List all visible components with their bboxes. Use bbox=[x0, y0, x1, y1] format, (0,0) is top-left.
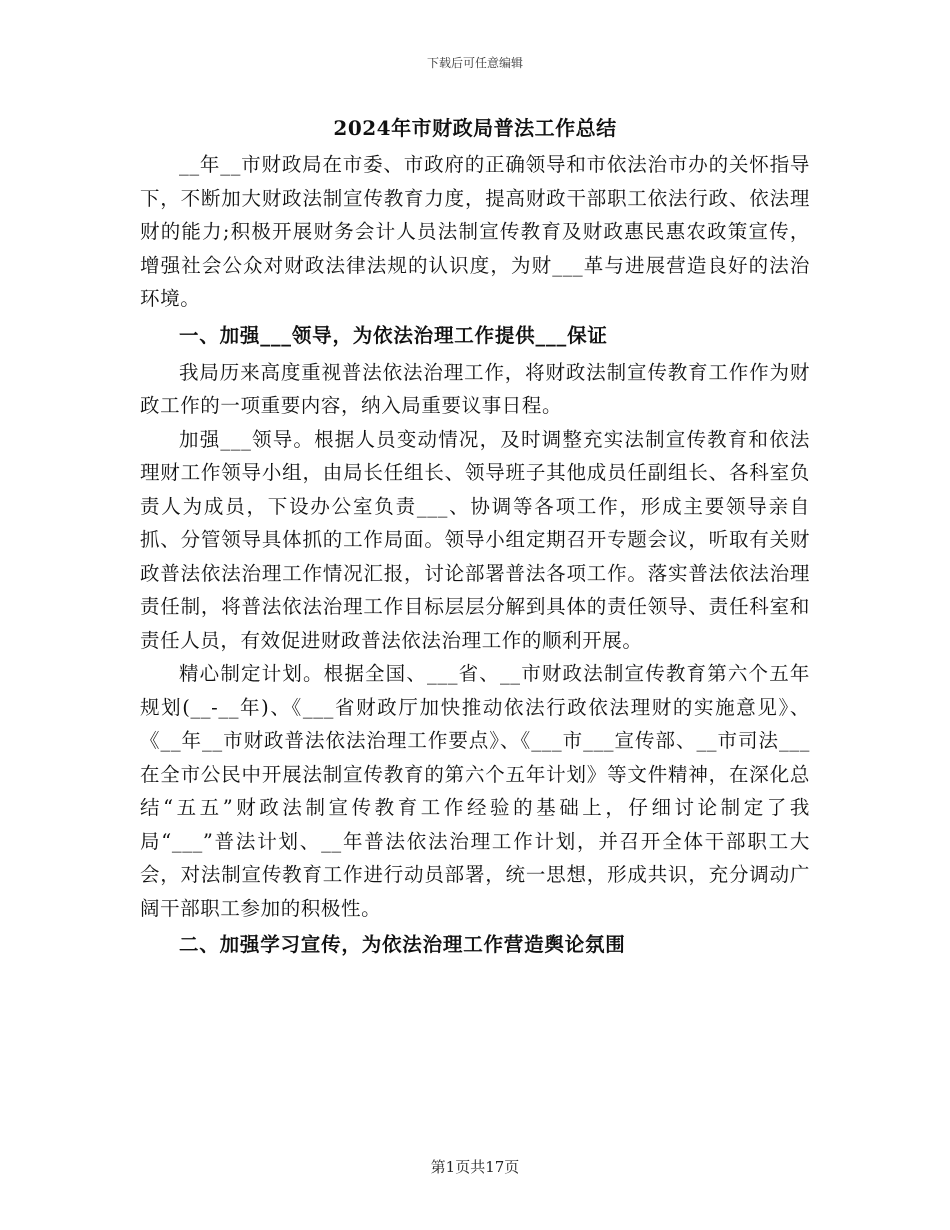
paragraph-intro: __年__市财政局在市委、市政府的正确领导和市依法治市办的关怀指导下，不断加大财政法制宣传教育力度，提高财政干部职工依法行政、依法理财的能力;积极开展财务会计人员法制宣传教育及财政惠民惠农政策宣传，增强社会公众对财政法律法规的认识度，为财___革与进展营造良好的法治环境。 bbox=[140, 153, 810, 310]
document-body bbox=[140, 112, 810, 965]
section-heading-2: 二、加强学习宣传，为依法治理工作营造舆论氛围 bbox=[179, 933, 626, 956]
page-number: 第1页共17页 bbox=[430, 1158, 520, 1176]
paragraph-1: 我局历来高度重视普法依法治理工作，将财政法制宣传教育工作作为财政工作的一项重要内容，纳入局重要议事日程。 bbox=[140, 360, 810, 417]
download-note: 下载后可任意编辑 bbox=[426, 56, 523, 70]
paragraph-2: 加强___领导。根据人员变动情况，及时调整充实法制宣传教育和依法理财工作领导小组，由局长任组长、领导班子其他成员任副组长、各科室负责人为成员，下设办公室负责___、协调等各项工作，形成主要领导亲自抓、分管领导具体抓的工作局面。领导小组定期召开专题会议，听取有关财政普法依法治理工作情况汇报，讨论部署普法各项工作。落实普法依法治理责任制，将普法依法治理工作目标层层分解到具体的责任领导、责任科室和责任人员，有效促进财政普法依法治理工作的顺利开展。 bbox=[140, 427, 810, 652]
document-title: 2024年市财政局普法工作总结 bbox=[333, 116, 617, 140]
paragraph-3: 精心制定计划。根据全国、___省、__市财政法制宣传教育第六个五年规划(__-__年)、《___省财政厅加快推动依法行政依法理财的实施意见》、《__年__市财政普法依法治理工作要点》、《___市___宣传部、__市司法___在全市公民中开展法制宣传教育的第六个五年计划》等文件精神，在深化总结“五五”财政法制宣传教育工作经验的基础上，仔细讨论制定了我局“___”普法计划、__年普法依法治理工作计划，并召开全体干部职工大会，对法制宣传教育工作进行动员部署，统一思想，形成共识，充分调动广阔干部职工参加的积极性。 bbox=[140, 662, 810, 920]
section-heading-1: 一、加强___领导，为依法治理工作提供___保证 bbox=[179, 323, 608, 347]
